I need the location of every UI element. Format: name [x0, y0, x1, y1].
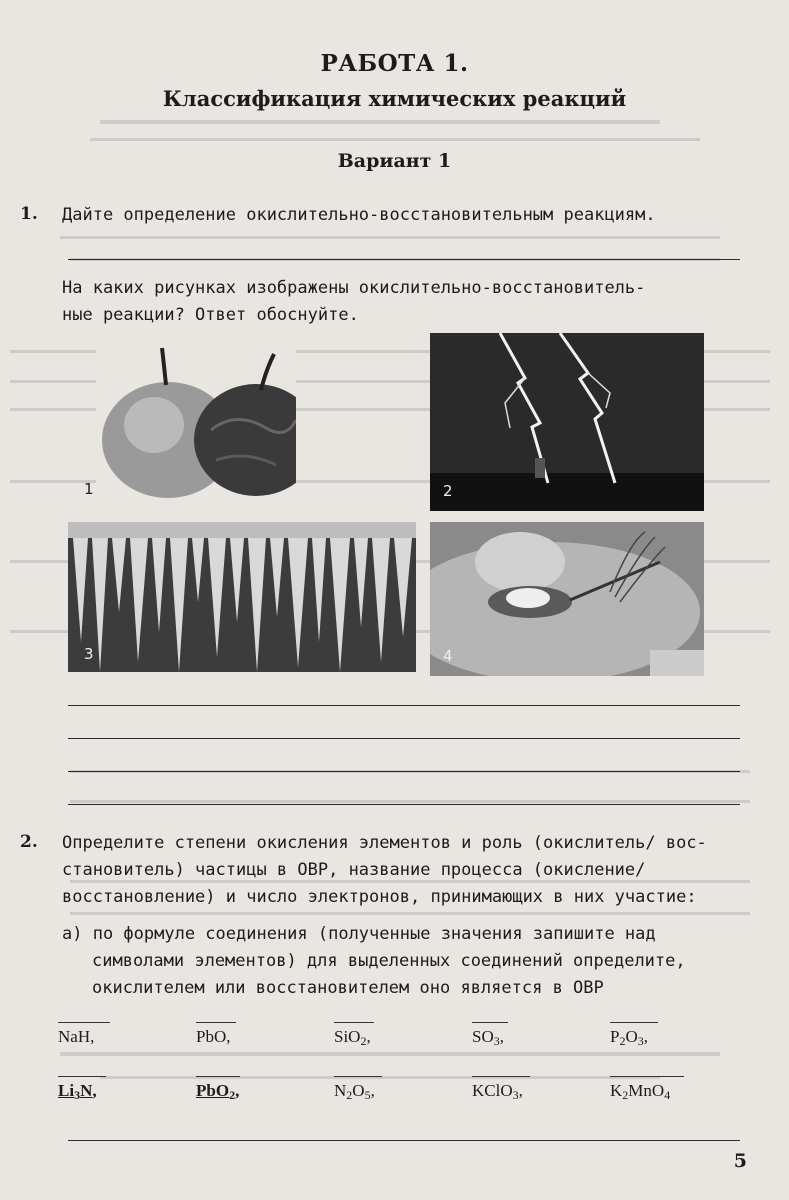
- formula-nah: NaH,: [58, 1027, 95, 1046]
- question-2-text-line3: восстановление) и число электронов, принимающих в них участие:: [62, 887, 697, 907]
- question-1-followup-line1: На каких рисунках изображены окислительно-восстановитель-: [62, 278, 646, 298]
- work-subtitle: Классификация химических реакций: [162, 86, 627, 111]
- formula-so3: $SO_3$,: [472, 1027, 504, 1048]
- formula-li3n: $Li_3N$,: [58, 1081, 97, 1102]
- answer-overline[interactable]: [58, 1022, 110, 1023]
- answer-line[interactable]: [68, 259, 740, 260]
- question-2a-line1: а) по формуле соединения (полученные значения запишите над: [62, 924, 656, 944]
- answer-overline[interactable]: [196, 1076, 240, 1077]
- answer-line[interactable]: [68, 771, 740, 772]
- answer-overline[interactable]: [610, 1022, 658, 1023]
- answer-overline[interactable]: [472, 1022, 508, 1023]
- apples-photo-icon: [96, 340, 296, 500]
- photo-label-4: 4: [443, 647, 453, 665]
- answer-overline[interactable]: [610, 1076, 684, 1077]
- formula-pbo: PbO,: [196, 1027, 231, 1046]
- variant-heading: Вариант 1: [337, 150, 452, 172]
- photo-label-3: 3: [84, 645, 94, 663]
- answer-overline[interactable]: [334, 1022, 374, 1023]
- formula-p2o3: $P_2O_3$,: [610, 1027, 648, 1048]
- formula-kclo3: KClO$_3$,: [472, 1081, 523, 1102]
- page-number: 5: [733, 1150, 747, 1172]
- question-1-number: 1.: [20, 204, 38, 224]
- question-2a-line2: символами элементов) для выделенных соединений определите,: [92, 951, 686, 971]
- question-2-text-line1: Определите степени окисления элементов и роль (окислитель/ вос-: [62, 833, 707, 853]
- photo-label-1: 1: [84, 480, 94, 498]
- question-2-text-line2: становитель) частицы в ОВР, название процесса (окисление/: [62, 860, 646, 880]
- work-title: РАБОТА 1.: [320, 50, 469, 77]
- answer-line[interactable]: [68, 705, 740, 706]
- answer-overline[interactable]: [334, 1076, 382, 1077]
- question-1-text: Дайте определение окислительно-восстановительным реакциям.: [62, 205, 656, 225]
- formula-n2o5: $N_2O_5$,: [334, 1081, 375, 1102]
- photo-icicles: [68, 522, 416, 672]
- answer-overline[interactable]: [472, 1076, 530, 1077]
- answer-line[interactable]: [68, 804, 740, 805]
- photo-label-2: 2: [443, 482, 453, 500]
- formula-sio2: SiO$_2$,: [334, 1027, 371, 1048]
- formula-k2mno4: $K_2MnO_4$: [610, 1081, 671, 1102]
- question-1-followup-line2: ные реакции? Ответ обоснуйте.: [62, 305, 359, 325]
- answer-overline[interactable]: [196, 1022, 236, 1023]
- answer-line[interactable]: [68, 1140, 740, 1141]
- question-2-number: 2.: [20, 832, 38, 852]
- answer-line[interactable]: [68, 738, 740, 739]
- photo-lightning: [430, 333, 704, 511]
- formula-pbo2: PbO$_2$,: [196, 1081, 240, 1102]
- answer-overline[interactable]: [58, 1076, 106, 1077]
- icicles-photo-icon: [68, 522, 416, 672]
- whisk-photo-icon: [430, 522, 704, 676]
- photo-whisk: [430, 522, 704, 676]
- question-2a-line3: окислителем или восстановителем оно является в ОВР: [92, 978, 604, 998]
- photo-apples: [96, 340, 296, 500]
- lightning-photo-icon: [430, 333, 704, 511]
